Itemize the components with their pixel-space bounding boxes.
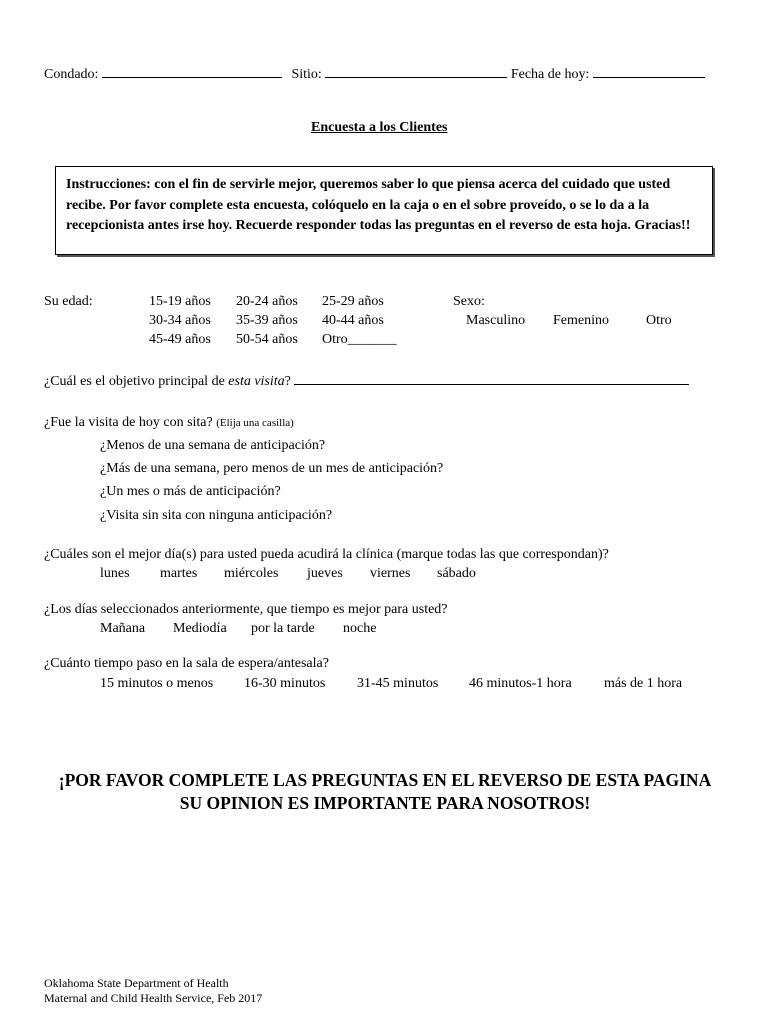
appointment-option[interactable]: ¿Menos de una semana de anticipación?	[100, 438, 326, 453]
date-label: Fecha de hoy:	[510, 67, 590, 82]
wait-option[interactable]: 46 minutos-1 hora	[469, 676, 572, 691]
time-option[interactable]: noche	[343, 621, 377, 636]
days-question: ¿Cuáles son el mejor día(s) para usted pueda acudirá la clínica (marque todas las que correspondan)?	[44, 547, 609, 562]
instructions-text: Instrucciones: con el fin de servirle mejor, queremos saber lo que piensa acerca del cuidado que usted recibe. Por favor complete esta encuesta, colóquelo en la caja o en el sobre proveído, o se lo da a la recepcionista antes irse hoy. Recuerde responder todas las preguntas en el reverso de esta hoja. Gracias!!	[66, 177, 691, 233]
wait-option[interactable]: más de 1 hora	[604, 676, 683, 691]
site-label: Sitio:	[291, 67, 322, 82]
age-option[interactable]: 35-39 años	[236, 313, 298, 328]
appointment-option[interactable]: ¿Más de una semana, pero menos de un mes de anticipación?	[100, 461, 444, 476]
appointment-hint: (Elija una casilla)	[216, 417, 294, 429]
visit-purpose-field[interactable]	[294, 372, 689, 385]
appointment-question	[44, 415, 294, 431]
visit-purpose-text: ¿Cuál es el objetivo principal de	[44, 374, 229, 389]
time-option[interactable]: Mañana	[100, 621, 146, 636]
age-option[interactable]: 45-49 años	[149, 332, 211, 347]
age-option[interactable]: 40-44 años	[322, 313, 384, 328]
wait-option[interactable]: 16-30 minutos	[244, 676, 326, 691]
appointment-option[interactable]: ¿Un mes o más de anticipación?	[100, 484, 281, 499]
footer-line-2: Maternal and Child Health Service, Feb 2017	[44, 991, 263, 1005]
age-option[interactable]: 50-54 años	[236, 332, 298, 347]
age-label: Su edad:	[44, 294, 93, 309]
age-option[interactable]: 20-24 años	[236, 294, 298, 309]
wait-option[interactable]: 31-45 minutos	[357, 676, 439, 691]
site-field[interactable]	[325, 65, 507, 78]
day-option[interactable]: martes	[160, 566, 198, 581]
visit-purpose-emphasis: esta visita	[228, 374, 285, 389]
closing-line-1: ¡POR FAVOR COMPLETE LAS PREGUNTAS EN EL REVERSO DE ESTA PAGINA	[58, 770, 712, 790]
wait-question: ¿Cuánto tiempo paso en la sala de espera/antesala?	[44, 656, 329, 671]
visit-purpose-question	[44, 372, 689, 390]
time-option[interactable]: por la tarde	[251, 621, 315, 636]
closing-line-2: SU OPINION ES IMPORTANTE PARA NOSOTROS!	[179, 793, 591, 813]
age-option-other[interactable]: Otro_______	[322, 332, 397, 347]
wait-option[interactable]: 15 minutos o menos	[100, 676, 214, 691]
date-field[interactable]	[593, 65, 705, 78]
day-option[interactable]: viernes	[370, 566, 411, 581]
time-question: ¿Los días seleccionados anteriormente, que tiempo es mejor para usted?	[44, 602, 448, 617]
county-label: Condado:	[44, 67, 99, 82]
day-option[interactable]: jueves	[307, 566, 343, 581]
day-option[interactable]: miércoles	[224, 566, 279, 581]
sex-option[interactable]: Masculino	[466, 313, 526, 328]
county-field[interactable]	[102, 65, 282, 78]
appointment-question-text: ¿Fue la visita de hoy con sita?	[44, 415, 213, 430]
sex-label: Sexo:	[453, 294, 485, 309]
age-option[interactable]: 30-34 años	[149, 313, 211, 328]
time-option[interactable]: Mediodía	[173, 621, 227, 636]
sex-option[interactable]: Otro	[646, 313, 672, 328]
age-option[interactable]: 15-19 años	[149, 294, 211, 309]
footer-line-1: Oklahoma State Department of Health	[44, 976, 229, 990]
page-title: Encuesta a los Clientes	[311, 120, 448, 135]
visit-purpose-end: ?	[284, 374, 291, 389]
age-option[interactable]: 25-29 años	[322, 294, 384, 309]
appointment-option[interactable]: ¿Visita sin sita con ninguna anticipación?	[100, 508, 333, 523]
header-row	[44, 65, 705, 83]
sex-option[interactable]: Femenino	[553, 313, 609, 328]
day-option[interactable]: lunes	[100, 566, 130, 581]
instructions-box	[55, 166, 713, 255]
day-option[interactable]: sábado	[437, 566, 476, 581]
